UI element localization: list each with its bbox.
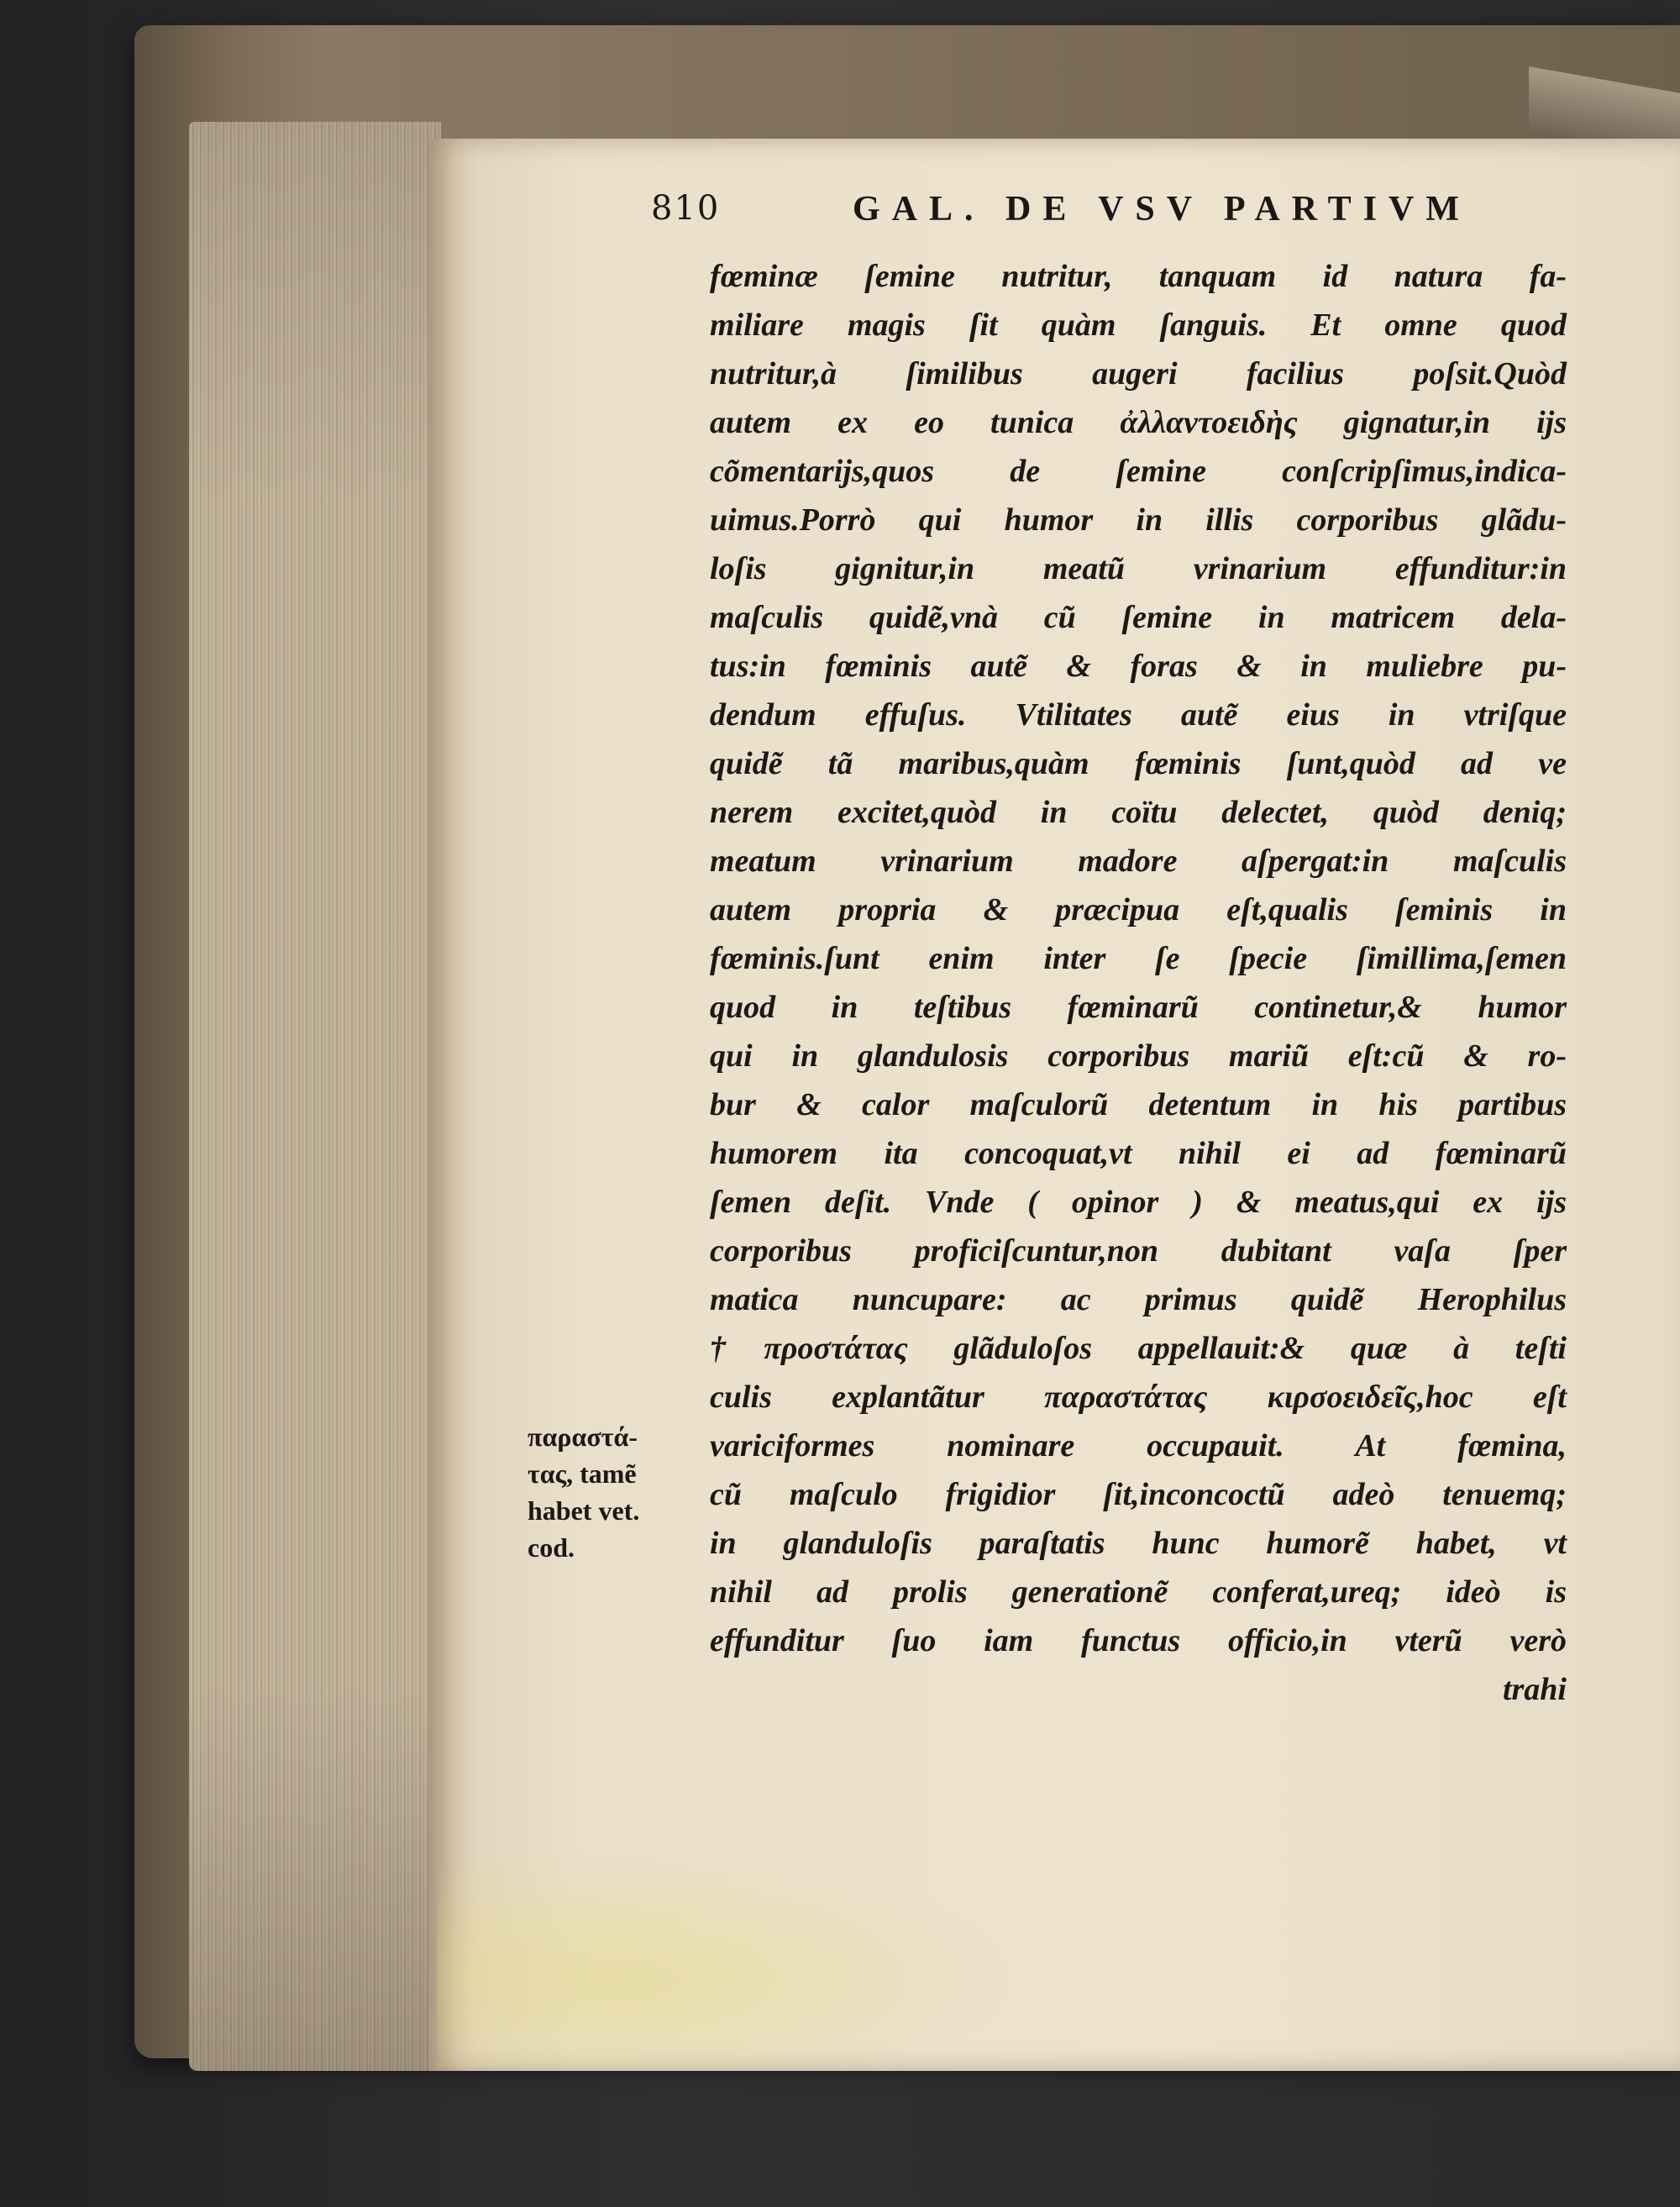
text-line: quidẽ tã maribus,quàm fœminis ſunt,quòd ad ve xyxy=(710,746,1567,781)
text-line: ſemen deſit. Vnde ( opinor ) & meatus,qui ex ijs xyxy=(710,1185,1567,1220)
text-line: culis explantãtur παραστάτας κιρσοειδεῖς,hoc eſt xyxy=(710,1379,1567,1415)
text-line: †προστάτας glãduloſos appellauit:& quæ à teſti xyxy=(710,1331,1567,1366)
text-line: cũ maſculo frigidior ſit,inconcoctũ adeò tenuemq; xyxy=(710,1477,1567,1512)
text-line: variciformes nominare occupauit. At fœmina, xyxy=(710,1428,1567,1463)
body-text xyxy=(710,252,1567,1714)
text-line: corporibus proficiſcuntur,non dubitant vaſa ſper xyxy=(710,1233,1567,1269)
text-line: maſculis quidẽ,vnà cũ ſemine in matricem dela- xyxy=(710,600,1567,635)
page-stain xyxy=(437,1848,1025,2067)
text-line: meatum vrinarium madore aſpergat:in maſculis xyxy=(710,843,1567,879)
text-line: humorem ita concoquat,vt nihil ei ad fœminarũ xyxy=(710,1136,1567,1171)
margin-note-line: παραστά- xyxy=(528,1421,638,1452)
margin-note-line: τας, tamẽ xyxy=(528,1458,637,1489)
running-head: GAL. DE VSV PARTIVM xyxy=(853,190,1471,229)
text-line: fœminis.ſunt enim inter ſe ſpecie ſimillima,ſemen xyxy=(710,941,1567,976)
text-line: autem propria & præcipua eſt,qualis ſeminis in xyxy=(710,892,1567,927)
page-edges-shade xyxy=(189,122,441,2071)
catchword: trahi xyxy=(1502,1672,1567,1707)
margin-note-line: cod. xyxy=(528,1532,575,1563)
margin-note-line: habet vet. xyxy=(528,1495,640,1526)
text-line: cõmentarijs,quos de ſemine conſcripſimus,indica- xyxy=(710,454,1567,489)
text-line: uimus.Porrò qui humor in illis corporibus glãdu- xyxy=(710,502,1567,538)
text-line: nerem excitet,quòd in coïtu delectet, quòd deniq; xyxy=(710,795,1567,830)
margin-note xyxy=(528,1418,717,1566)
text-line: qui in glandulosis corporibus mariũ eſt:cũ & ro- xyxy=(710,1038,1567,1074)
text-line: fœminæ ſemine nutritur, tanquam id natura fa- xyxy=(710,259,1567,294)
page-number: 810 xyxy=(651,189,721,228)
text-line: in glanduloſis paraſtatis hunc humorẽ habet, vt xyxy=(710,1526,1567,1561)
text-line: nutritur,à ſimilibus augeri facilius poſsit.Quòd xyxy=(710,356,1567,391)
text-line: matica nuncupare: ac primus quidẽ Herophilus xyxy=(710,1282,1567,1317)
text-line: quod in teſtibus fœminarũ continetur,& humor xyxy=(710,990,1567,1025)
text-line: miliare magis ſit quàm ſanguis. Et omne quod xyxy=(710,307,1567,343)
text-line: nihil ad prolis generationẽ conferat,ureq; ideò is xyxy=(710,1574,1567,1610)
text-line: autem ex eo tunica ἀλλαντοειδὴς gignatur,in ijs xyxy=(710,405,1567,440)
text-line: loſis gignitur,in meatũ vrinarium effunditur:in xyxy=(710,551,1567,586)
text-line: tus:in fœminis autẽ & foras & in muliebre pu- xyxy=(710,649,1567,684)
text-line: dendum effuſus. Vtilitates autẽ eius in vtriſque xyxy=(710,697,1567,733)
text-line: effunditur ſuo iam functus officio,in vterũ verò xyxy=(710,1623,1567,1658)
text-line: bur & calor maſculorũ detentum in his partibus xyxy=(710,1087,1567,1122)
